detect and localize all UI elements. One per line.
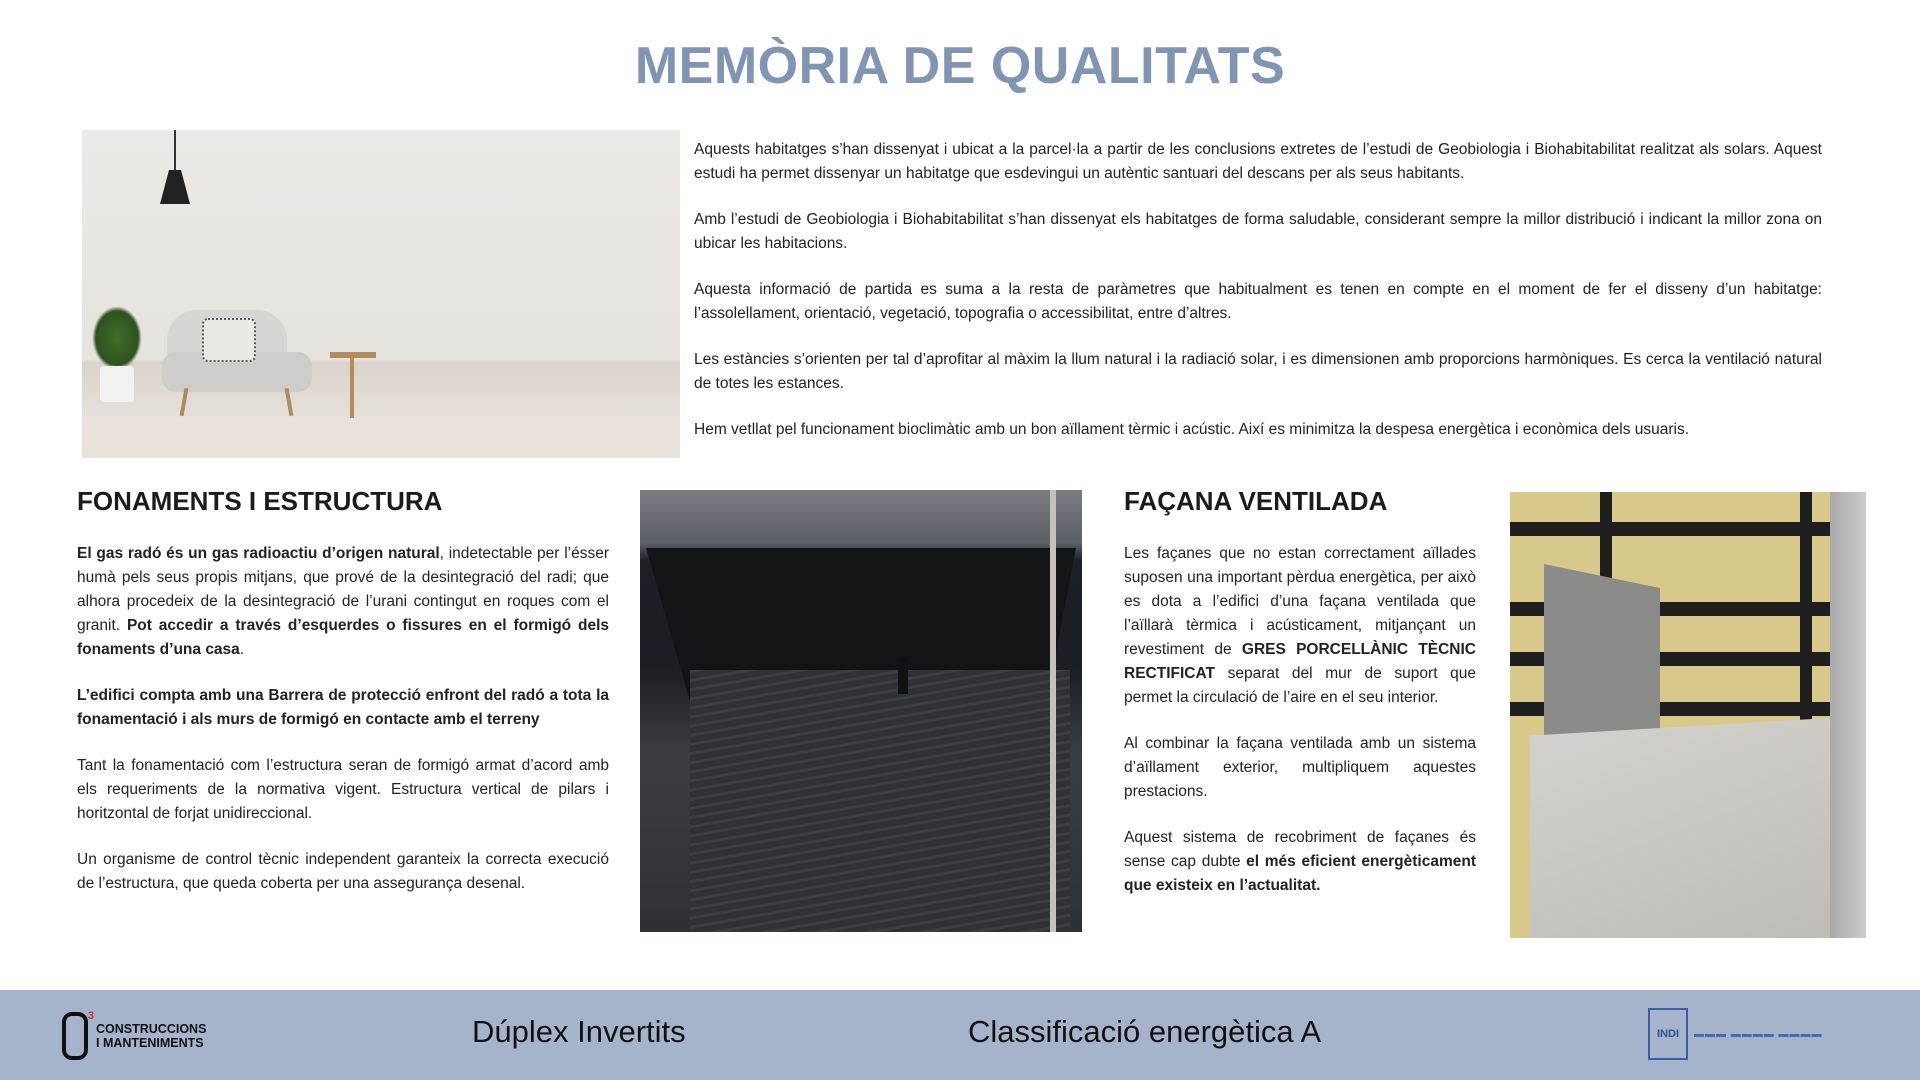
intro-paragraph: Les estàncies s’orienten per tal d’aprofitar al màxim la llum natural i la radiació solar, i es dimensionen amb proporcions harmòniques. Es cerca la ventilació natural de totes les estances. — [694, 351, 1822, 392]
fonaments-text — [77, 542, 609, 918]
living-room-photo — [82, 130, 680, 458]
facana-paragraph — [1124, 542, 1476, 710]
foundation-photo — [640, 490, 1082, 932]
fonaments-paragraph: Un organisme de control tècnic independent garanteix la correcta execució de l’estructura, que queda coberta per una assegurança desenal. — [77, 851, 609, 892]
logo-mark — [62, 1010, 94, 1060]
facana-paragraph — [1124, 826, 1476, 898]
fonaments-paragraph: Tant la fonamentació com l’estructura seran de formigó armat d’acord amb els requeriments de la normativa vigent. Estructura vertical de pilars i horitzontal de forjat unidireccional. — [77, 757, 609, 822]
foundation-frame — [1050, 490, 1056, 932]
bold-text: Pot accedir a través d’esquerdes o fissures en el formigó dels fonaments d’una casa — [77, 617, 609, 658]
company-logo — [62, 1010, 206, 1062]
chair-leg — [180, 388, 189, 416]
logo-text — [96, 1022, 206, 1050]
bold-text: El gas radó és un gas radioactiu d’origen natural — [77, 545, 440, 562]
plant-pot — [100, 366, 134, 402]
partner-logo — [1648, 1008, 1823, 1060]
facade-bar — [1510, 522, 1840, 536]
facana-text — [1124, 542, 1476, 920]
lamp-cord — [174, 130, 176, 170]
pendant-lamp — [160, 170, 190, 204]
text: separat del mur de suport que permet la circulació de l’aire en el seu interior. — [1124, 665, 1476, 706]
project-name: Dúplex Invertits — [472, 1014, 686, 1049]
foundation-floor — [690, 670, 1070, 932]
facade-tile — [1530, 718, 1830, 938]
page-title: MEMÒRIA DE QUALITATS — [634, 37, 1286, 95]
text: Aquest sistema de recobriment de façanes és sense cap dubte — [1124, 829, 1476, 870]
cushion — [202, 318, 256, 362]
partner-logo-mark: INDI — [1648, 1008, 1688, 1060]
bold-text: el més eficient energèticament que existeix en l’actualitat. — [1124, 853, 1476, 894]
partner-logo-text: ▬▬▬ ▬▬▬▬ ▬▬▬▬ — [1694, 1028, 1823, 1040]
intro-paragraph: Hem vetllat pel funcionament bioclimàtic amb un bon aïllament tèrmic i acústic. Així es minimitza la despesa energètica i econòmica dels usuaris. — [694, 421, 1690, 438]
intro-text — [694, 138, 1822, 464]
fonaments-paragraph: L’edifici compta amb una Barrera de protecció enfront del radó a tota la fonamentació i als murs de formigó en contacte amb el terreny — [77, 687, 609, 728]
bold-text: GRES PORCELLÀNIC TÈCNIC RECTIFICAT — [1124, 641, 1476, 682]
fonaments-paragraph — [77, 542, 609, 662]
chair-leg — [285, 388, 294, 416]
footer — [0, 990, 1920, 1080]
foundation-post — [898, 658, 908, 694]
plant — [92, 306, 142, 370]
text: , indetectable per l’ésser humà pels seus propis mitjans, que prové de la desintegració del radi; que alhora procedeix de la desintegració de l’urani contingut en roques com el granit. — [77, 545, 609, 634]
side-table-leg — [350, 358, 354, 418]
fonaments-heading: FONAMENTS I ESTRUCTURA — [77, 486, 443, 516]
facade-support-wall — [1830, 492, 1866, 938]
facana-paragraph: Al combinar la façana ventilada amb un sistema d’aïllament exterior, multipliquem aquestes prestacions. — [1124, 735, 1476, 800]
facana-heading: FAÇANA VENTILADA — [1124, 486, 1388, 516]
intro-paragraph: Aquests habitatges s’han dissenyat i ubicat a la parcel·la a partir de les conclusions extretes de l’estudi de Geobiologia i Biohabitabilitat realitzat als solars. Aquest estudi ha permet dissenyar un habitatge que esdevingui un autèntic santuari del descans per als seus habitants. — [694, 141, 1822, 182]
logo-superscript: 3 — [87, 1010, 94, 1022]
text: Les façanes que no estan correctament aïllades suposen una important pèrdua energètica, per això es dota a l’edifici d’una façana ventilada que l’aïllarà tèrmica i acústicament, mitjançant un revestiment de — [1124, 545, 1476, 658]
text: . — [239, 641, 245, 658]
intro-paragraph: Amb l’estudi de Geobiologia i Biohabitabilitat s’han dissenyat els habitatges de forma saludable, considerant sempre la millor distribució i indicant la millor zona on ubicar les habitacions. — [694, 211, 1822, 252]
floor — [82, 418, 680, 458]
energy-class: Classificació energètica A — [968, 1014, 1322, 1049]
logo-line: CONSTRUCCIONS — [96, 1022, 207, 1036]
facade-photo — [1510, 492, 1866, 938]
logo-line: I MANTENIMENTS — [96, 1036, 204, 1050]
intro-paragraph: Aquesta informació de partida es suma a la resta de paràmetres que habitualment es tenen en compte en el moment de fer el disseny d’un habitatge: l’assolellament, orientació, vegetació, topografia o accessibilitat, entre d’altres. — [694, 281, 1822, 322]
